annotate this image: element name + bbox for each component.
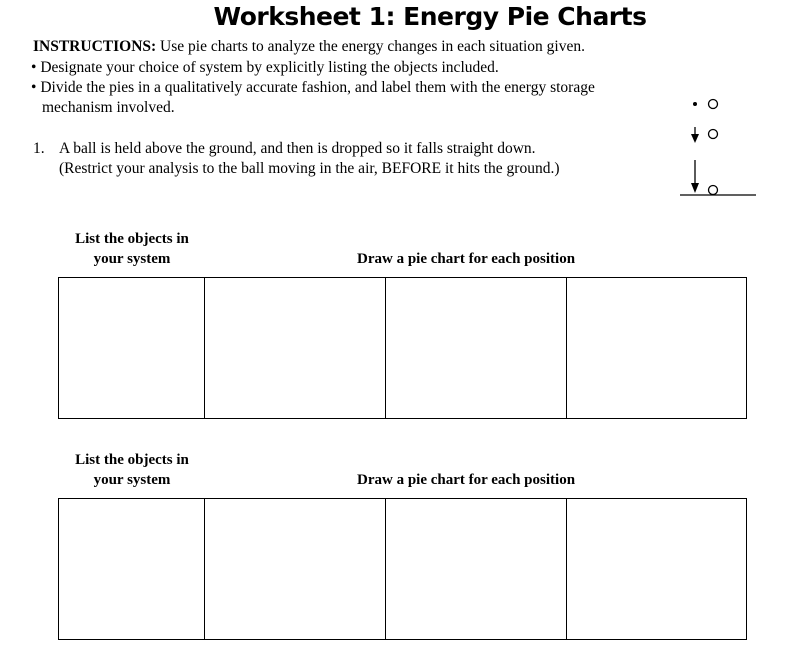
question-line-2: (Restrict your analysis to the ball moving in the air, BEFORE it hits the ground.) xyxy=(59,160,560,177)
draw-pie-label: Draw a pie chart for each position xyxy=(357,251,576,267)
arrow-down-icon xyxy=(691,183,699,193)
list-objects-label-2: your system xyxy=(93,251,171,267)
instructions-text: Use pie charts to analyze the energy changes in each situation given. xyxy=(156,38,585,55)
pie-chart-box-1[interactable] xyxy=(205,499,386,639)
bullet-2: • Divide the pies in a qualitatively accurate fashion, and label them with the energy storage xyxy=(31,79,595,96)
dot-icon xyxy=(693,102,697,106)
ball-icon xyxy=(709,186,718,195)
answer-grid-1 xyxy=(58,277,747,419)
page-title: Worksheet 1: Energy Pie Charts xyxy=(213,2,647,31)
question-number: 1. xyxy=(33,140,45,157)
instructions-label: INSTRUCTIONS: xyxy=(33,38,157,55)
bullet-2-continued: mechanism involved. xyxy=(42,99,175,116)
system-objects-box[interactable] xyxy=(59,499,205,639)
draw-pie-label: Draw a pie chart for each position xyxy=(357,472,576,488)
answer-grid-2 xyxy=(58,498,747,640)
falling-ball-diagram xyxy=(670,90,760,205)
pie-chart-box-2[interactable] xyxy=(386,278,567,418)
instructions xyxy=(33,38,585,56)
pie-chart-box-3[interactable] xyxy=(567,278,746,418)
question-line-1: A ball is held above the ground, and then is dropped so it falls straight down. xyxy=(59,140,536,157)
list-objects-label: List the objects in xyxy=(75,231,189,247)
system-objects-box[interactable] xyxy=(59,278,205,418)
list-objects-label: List the objects in xyxy=(75,452,189,468)
bullet-1: • Designate your choice of system by explicitly listing the objects included. xyxy=(31,59,499,76)
arrow-down-icon xyxy=(691,134,699,143)
pie-chart-box-2[interactable] xyxy=(386,499,567,639)
ball-icon xyxy=(709,130,718,139)
list-objects-label-2: your system xyxy=(93,472,171,488)
pie-chart-box-3[interactable] xyxy=(567,499,746,639)
pie-chart-box-1[interactable] xyxy=(205,278,386,418)
ball-icon xyxy=(709,100,718,109)
